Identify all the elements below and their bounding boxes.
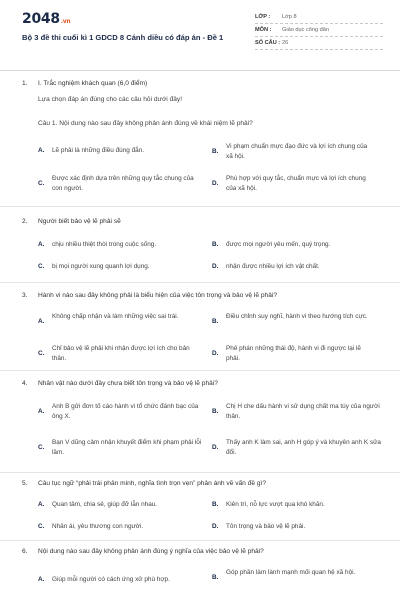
option-letter: D. [212,350,219,357]
option-text: nhận được nhiều lợi ích vật chất. [226,263,320,270]
meta-label: SỐ CÂU : [255,40,281,46]
option-letter: C. [38,523,45,530]
option-text: Tôn trọng và bảo vệ lẽ phải. [226,523,306,530]
question-number: 5. [22,480,28,487]
meta-value: 26 [282,40,289,46]
option-letter: D. [212,523,219,530]
meta-info [255,11,383,50]
question-text: Nhân vật nào dưới đây chưa biết tôn trọng và bảo vệ lẽ phải? [38,380,218,387]
question-text: Hành vi nào sau đây không phải là biểu hiện của việc tôn trọng và bảo vệ lẽ phải? [38,292,278,299]
instruction-text: Lựa chọn đáp án đúng cho các câu hỏi dưới đây! [38,96,183,103]
logo-suffix: .vn [60,18,71,25]
meta-value: Lớp 8 [282,14,297,20]
meta-label: LỚP : [255,14,271,20]
option-letter: B. [212,318,219,325]
option-letter: B. [212,148,219,155]
option-text: chịu nhiều thiệt thòi trong cuộc sống. [52,241,157,248]
option-letter: A. [38,501,45,508]
option-letter: D. [212,444,219,451]
section-title: I. Trắc nghiệm khách quan (6,0 điểm) [38,80,148,87]
option-letter: C. [38,263,45,270]
option-letter: A. [38,318,45,325]
option-letter: C. [38,350,45,357]
option-letter: A. [38,408,45,415]
meta-value: Giáo dục công dân [282,27,329,33]
question-divider [0,370,400,371]
option-text: Được xác định dựa trên những quy tắc chung của con người. [52,175,194,192]
question-divider [0,282,400,283]
option-text: Chị H che dấu hành vi sử dụng chất ma túy của người thân. [226,403,380,420]
question-text: Người biết bảo vệ lẽ phải sẽ [38,218,121,225]
meta-row-subject [255,24,383,37]
question-divider [0,472,400,473]
option-text: Bạn V dũng cảm nhận khuyết điểm khi phạm phải lỗi lầm. [52,439,202,456]
option-text: Lẽ phải là những điều đúng đắn. [52,147,145,154]
question-text: Nội dung nào sau đây không phản ánh đúng ý nghĩa của việc bảo vệ lẽ phải? [38,548,264,555]
question-number: 3. [22,292,28,299]
option-letter: C. [38,444,45,451]
question-divider [0,540,400,541]
option-text: Góp phần làm lành mạnh mối quan hệ xã hội. [226,569,356,576]
question-text: Câu 1. Nội dung nào sau đây không phản ánh đúng về khái niệm lẽ phải? [38,120,253,127]
option-text: Thấy anh K làm sai, anh H góp ý và khuyên anh K sửa đổi. [226,439,381,456]
question-number: 4. [22,380,28,387]
question-number: 1. [22,80,28,87]
option-text: Phù hợp với quy tắc, chuẩn mực và lợi ích chung của xã hội. [226,175,366,192]
meta-label: MÔN : [255,27,272,33]
option-letter: B. [212,408,219,415]
question-number: 6. [22,548,28,555]
option-text: được mọi người yêu mến, quý trọng. [226,241,331,248]
option-text: Vi phạm chuẩn mực đạo đức và lợi ích chung của xã hội. [226,143,368,160]
question-text: Câu tục ngữ “phải trái phân minh, nghĩa tình trọn vẹn” phản ánh về vấn đề gì? [38,480,267,487]
question-divider [0,206,400,207]
meta-row-count [255,37,383,50]
option-letter: B. [212,574,219,581]
option-text: Anh B gửi đơn tố cáo hành vi tổ chức đánh bạc của ông X. [52,403,199,420]
option-letter: A. [38,576,45,583]
option-letter: B. [212,501,219,508]
option-text: Điều chỉnh suy nghĩ, hành vi theo hướng tích cực. [226,313,368,320]
option-letter: C. [38,180,45,187]
header-divider [0,70,400,71]
option-letter: D. [212,263,219,270]
option-text: Quan tâm, chia sẻ, giúp đỡ lẫn nhau. [52,501,158,508]
option-text: bị mọi người xung quanh lợi dụng. [52,263,150,270]
header [0,0,400,68]
option-text: Kiên trì, nỗ lực vượt qua khó khăn. [226,501,325,508]
option-letter: B. [212,241,219,248]
option-text: Chỉ bảo vệ lẽ phải khi nhận được lợi ích cho bản thân. [52,345,190,362]
document-title: Bộ 3 đề thi cuối kì 1 GDCD 8 Cánh diều có đáp án - Đề 1 [22,33,224,42]
option-text: Giúp mỗi người có cách ứng xử phù hợp. [52,576,170,583]
option-letter: D. [212,180,219,187]
option-text: Nhân ái, yêu thương con người. [52,523,144,530]
option-letter: A. [38,241,45,248]
option-letter: A. [38,147,45,154]
option-text: Không chấp nhận và làm những việc sai trái. [52,313,179,320]
question-number: 2. [22,218,28,225]
meta-row-class [255,11,383,24]
option-text: Phê phán những thái độ, hành vi đi ngược lại lẽ phải. [226,345,361,362]
logo-text: 2048 [22,11,60,27]
site-logo[interactable] [22,11,70,27]
